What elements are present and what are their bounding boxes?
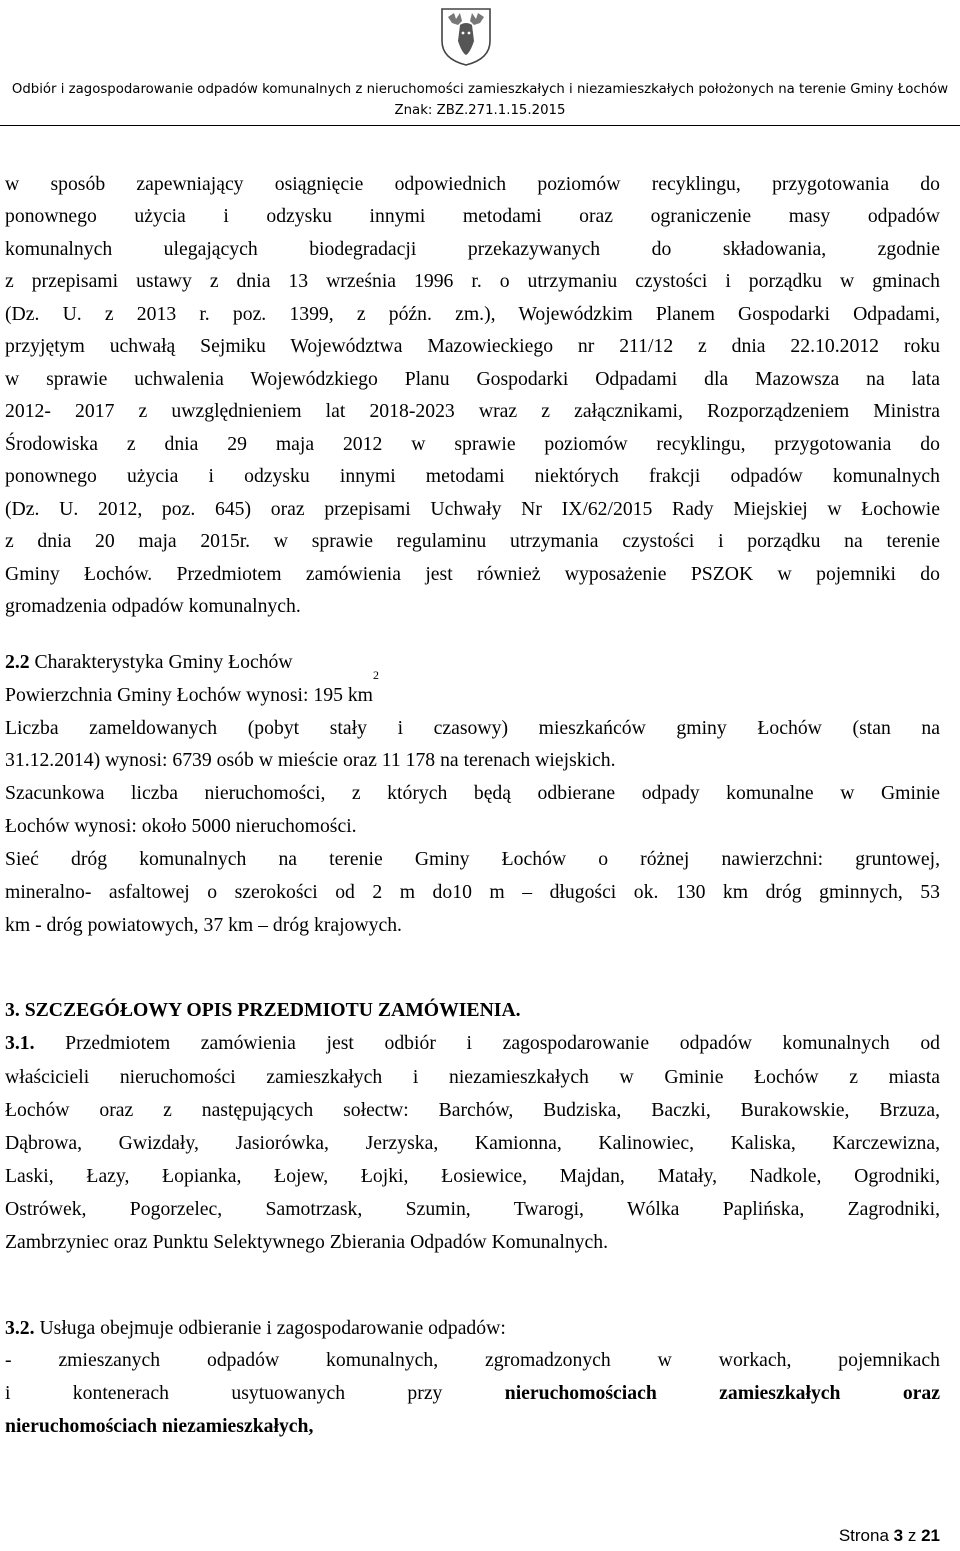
paragraph-3-1-line: Dąbrowa, Gwizdały, Jasiorówka, Jerzyska, Kamionna, Kalinowiec, Kaliska, Karczewizna, <box>5 1132 940 1154</box>
section-title: Charakterystyka Gminy Łochów <box>34 651 293 673</box>
paragraph-line: 2012- 2017 z uwzględnieniem lat 2018-2023 wraz z załącznikami, Rozporządzeniem Ministra <box>5 400 940 422</box>
page-separator: z <box>907 1526 917 1545</box>
paragraph-text: Usługa obejmuje odbieranie i zagospodarowanie odpadów: <box>39 1317 506 1339</box>
list-item <box>5 1377 940 1409</box>
header-title: Odbiór i zagospodarowanie odpadów komunalnych z nieruchomości zamieszkałych i niezamieszkałych położonych na terenie Gminy Łochów <box>11 82 949 97</box>
paragraph-line: z dnia 20 maja 2015r. w sprawie regulaminu utrzymania czystości i porządku na terenie <box>5 530 940 552</box>
list-item-text: i kontenerach usytuowanych przy <box>5 1382 443 1404</box>
header-reference: Znak: ZBZ.271.1.15.2015 <box>394 103 566 118</box>
roads-line: km - dróg powiatowych, 37 km – dróg krajowych. <box>5 914 402 936</box>
section-number: 3.1. <box>5 1032 35 1054</box>
list-item-bold-text: nieruchomościach zamieszkałych oraz <box>504 1382 940 1404</box>
roads-line: Sieć dróg komunalnych na terenie Gminy Łochów o różnej nawierzchni: gruntowej, <box>5 848 940 870</box>
paragraph-3-2-line <box>5 1312 940 1344</box>
page-number <box>839 1526 940 1546</box>
area-line <box>5 668 940 711</box>
paragraph-line: (Dz. U. z 2013 r. poz. 1399, z późn. zm.), Wojewódzkim Planem Gospodarki Odpadami, <box>5 303 940 325</box>
properties-line: Łochów wynosi: około 5000 nieruchomości. <box>5 815 357 837</box>
paragraph-line: z przepisami ustawy z dnia 13 września 1996 r. o utrzymaniu czystości i porządku w gminach <box>5 270 940 292</box>
paragraph-line: Gminy Łochów. Przedmiotem zamówienia jest również wyposażenie PSZOK w pojemniki do <box>5 563 940 585</box>
paragraph-line: w sposób zapewniający osiągnięcie odpowiednich poziomów recyklingu, przygotowania do <box>5 173 940 195</box>
roads-line: mineralno- asfaltowej o szerokości od 2 m do10 m – długości ok. 130 km dróg gminnych, 53 <box>5 881 940 903</box>
paragraph-3-1-line: Ostrówek, Pogorzelec, Samotrzask, Szumin, Twarogi, Wólka Paplińska, Zagrodniki, <box>5 1198 940 1220</box>
properties-line: Szacunkowa liczba nieruchomości, z których będą odbierane odpady komunalne w Gminie <box>5 782 940 804</box>
list-item: nieruchomościach niezamieszkałych, <box>5 1415 314 1437</box>
paragraph-line: w sprawie uchwalenia Wojewódzkiego Planu Gospodarki Odpadami dla Mazowsza na lata <box>5 368 940 390</box>
total-pages: 21 <box>921 1526 940 1545</box>
population-line: Liczba zameldowanych (pobyt stały i czasowy) mieszkańców gminy Łochów (stan na <box>5 717 940 739</box>
section-3-heading: 3. SZCZEGÓŁOWY OPIS PRZEDMIOTU ZAMÓWIENIA. <box>5 999 521 1021</box>
paragraph-line: ponownego użycia i odzysku innymi metodami oraz ograniczenie masy odpadów <box>5 205 940 227</box>
section-number: 2.2 <box>5 651 30 673</box>
paragraph-line: ponownego użycia i odzysku innymi metodami niektórych frakcji odpadów komunalnych <box>5 465 940 487</box>
paragraph-line: (Dz. U. 2012, poz. 645) oraz przepisami Uchwały Nr IX/62/2015 Rady Miejskiej w Łochowie <box>5 498 940 520</box>
paragraph-line: Środowiska z dnia 29 maja 2012 w sprawie poziomów recyklingu, przygotowania do <box>5 433 940 455</box>
paragraph-3-1-line: Łochów oraz z następujących sołectw: Barchów, Budziska, Baczki, Burakowskie, Brzuza, <box>5 1099 940 1121</box>
list-item: - zmieszanych odpadów komunalnych, zgromadzonych w workach, pojemnikach <box>5 1349 940 1371</box>
paragraph-line: komunalnych ulegających biodegradacji przekazywanych do składowania, zgodnie <box>5 238 940 260</box>
paragraph-line: gromadzenia odpadów komunalnych. <box>5 595 301 617</box>
moose-head-icon <box>436 1 496 67</box>
paragraph-3-1-line: Zambrzyniec oraz Punktu Selektywnego Zbierania Odpadów Komunalnych. <box>5 1231 609 1253</box>
section-number: 3.2. <box>5 1317 35 1339</box>
header-rule <box>0 125 960 126</box>
paragraph-3-1-line: właścicieli nieruchomości zamieszkałych i niezamieszkałych w Gminie Łochów z miasta <box>5 1066 940 1088</box>
section-2-2-heading <box>5 646 940 678</box>
paragraph-3-1-line: Laski, Łazy, Łopianka, Łojew, Łojki, Łosiewice, Majdan, Matały, Nadkole, Ogrodniki, <box>5 1165 940 1187</box>
paragraph-line: przyjętym uchwałą Sejmiku Województwa Mazowieckiego nr 211/12 z dnia 22.10.2012 roku <box>5 335 940 357</box>
page-label: Strona <box>838 1526 889 1545</box>
area-text: Powierzchnia Gminy Łochów wynosi: 195 km <box>5 684 373 706</box>
population-line: 31.12.2014) wynosi: 6739 osób w mieście oraz 11 178 na terenach wiejskich. <box>5 749 616 771</box>
area-superscript: 2 <box>373 668 379 682</box>
paragraph-text: Przedmiotem zamówienia jest odbiór i zagospodarowanie odpadów komunalnych od <box>65 1032 941 1054</box>
current-page: 3 <box>893 1526 904 1545</box>
paragraph-3-1-line <box>5 1027 940 1059</box>
